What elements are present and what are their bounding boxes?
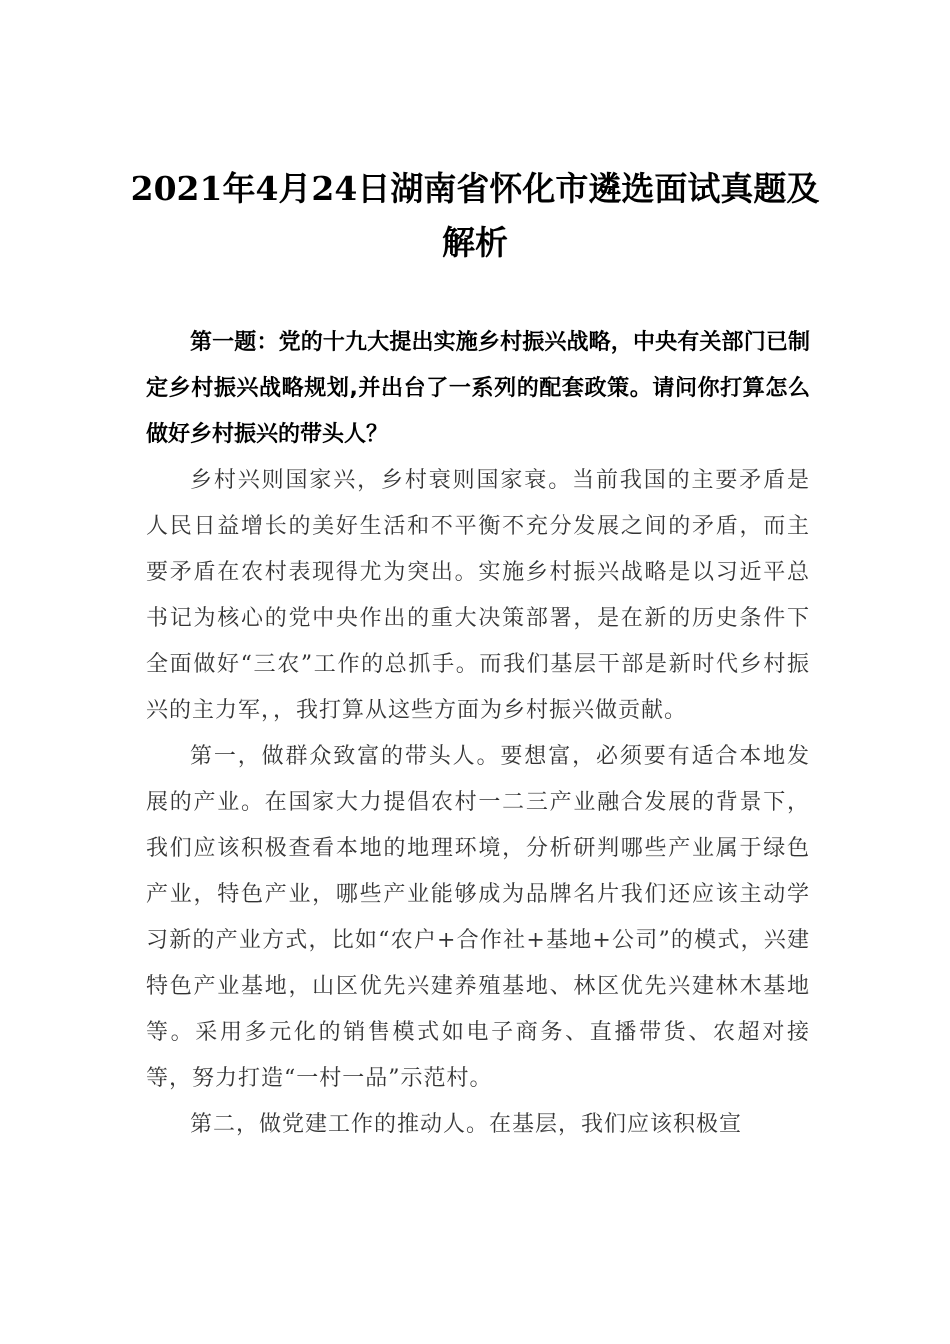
- document-title: 2021年4月24日湖南省怀化市遴选面试真题及解析: [130, 169, 820, 262]
- document-body: [146, 320, 810, 1148]
- question-heading: 第一题：党的十九大提出实施乡村振兴战略，中央有关部门已制定乡村振兴战略规划,并出台了一系列的配套政策。请问你打算怎么做好乡村振兴的带头人？: [146, 330, 810, 447]
- answer-paragraph-first-point: 第一，做群众致富的带头人。要想富，必须要有适合本地发展的产业。在国家大力提倡农村一二三产业融合发展的背景下，我们应该积极查看本地的地理环境，分析研判哪些产业属于绿色产业，特色产业，哪些产业能够成为品牌名片我们还应该主动学习新的产业方式，比如“农户+合作社+基地+公司”的模式，兴建特色产业基地，山区优先兴建养殖基地、林区优先兴建林木基地等。采用多元化的销售模式如电子商务、直播带货、农超对接等，努力打造“一村一品”示范村。: [146, 744, 810, 1091]
- answer-paragraph-intro: 乡村兴则国家兴，乡村衰则国家衰。当前我国的主要矛盾是人民日益增长的美好生活和不平衡不充分发展之间的矛盾，而主要矛盾在农村表现得尤为突出。实施乡村振兴战略是以习近平总书记为核心的党中央作出的重大决策部署，是在新的历史条件下全面做好“三农”工作的总抓手。而我们基层干部是新时代乡村振兴的主力军，，我打算从这些方面为乡村振兴做贡献。: [146, 468, 810, 723]
- answer-paragraph-second-point: 第二，做党建工作的推动人。在基层，我们应该积极宣: [190, 1112, 743, 1137]
